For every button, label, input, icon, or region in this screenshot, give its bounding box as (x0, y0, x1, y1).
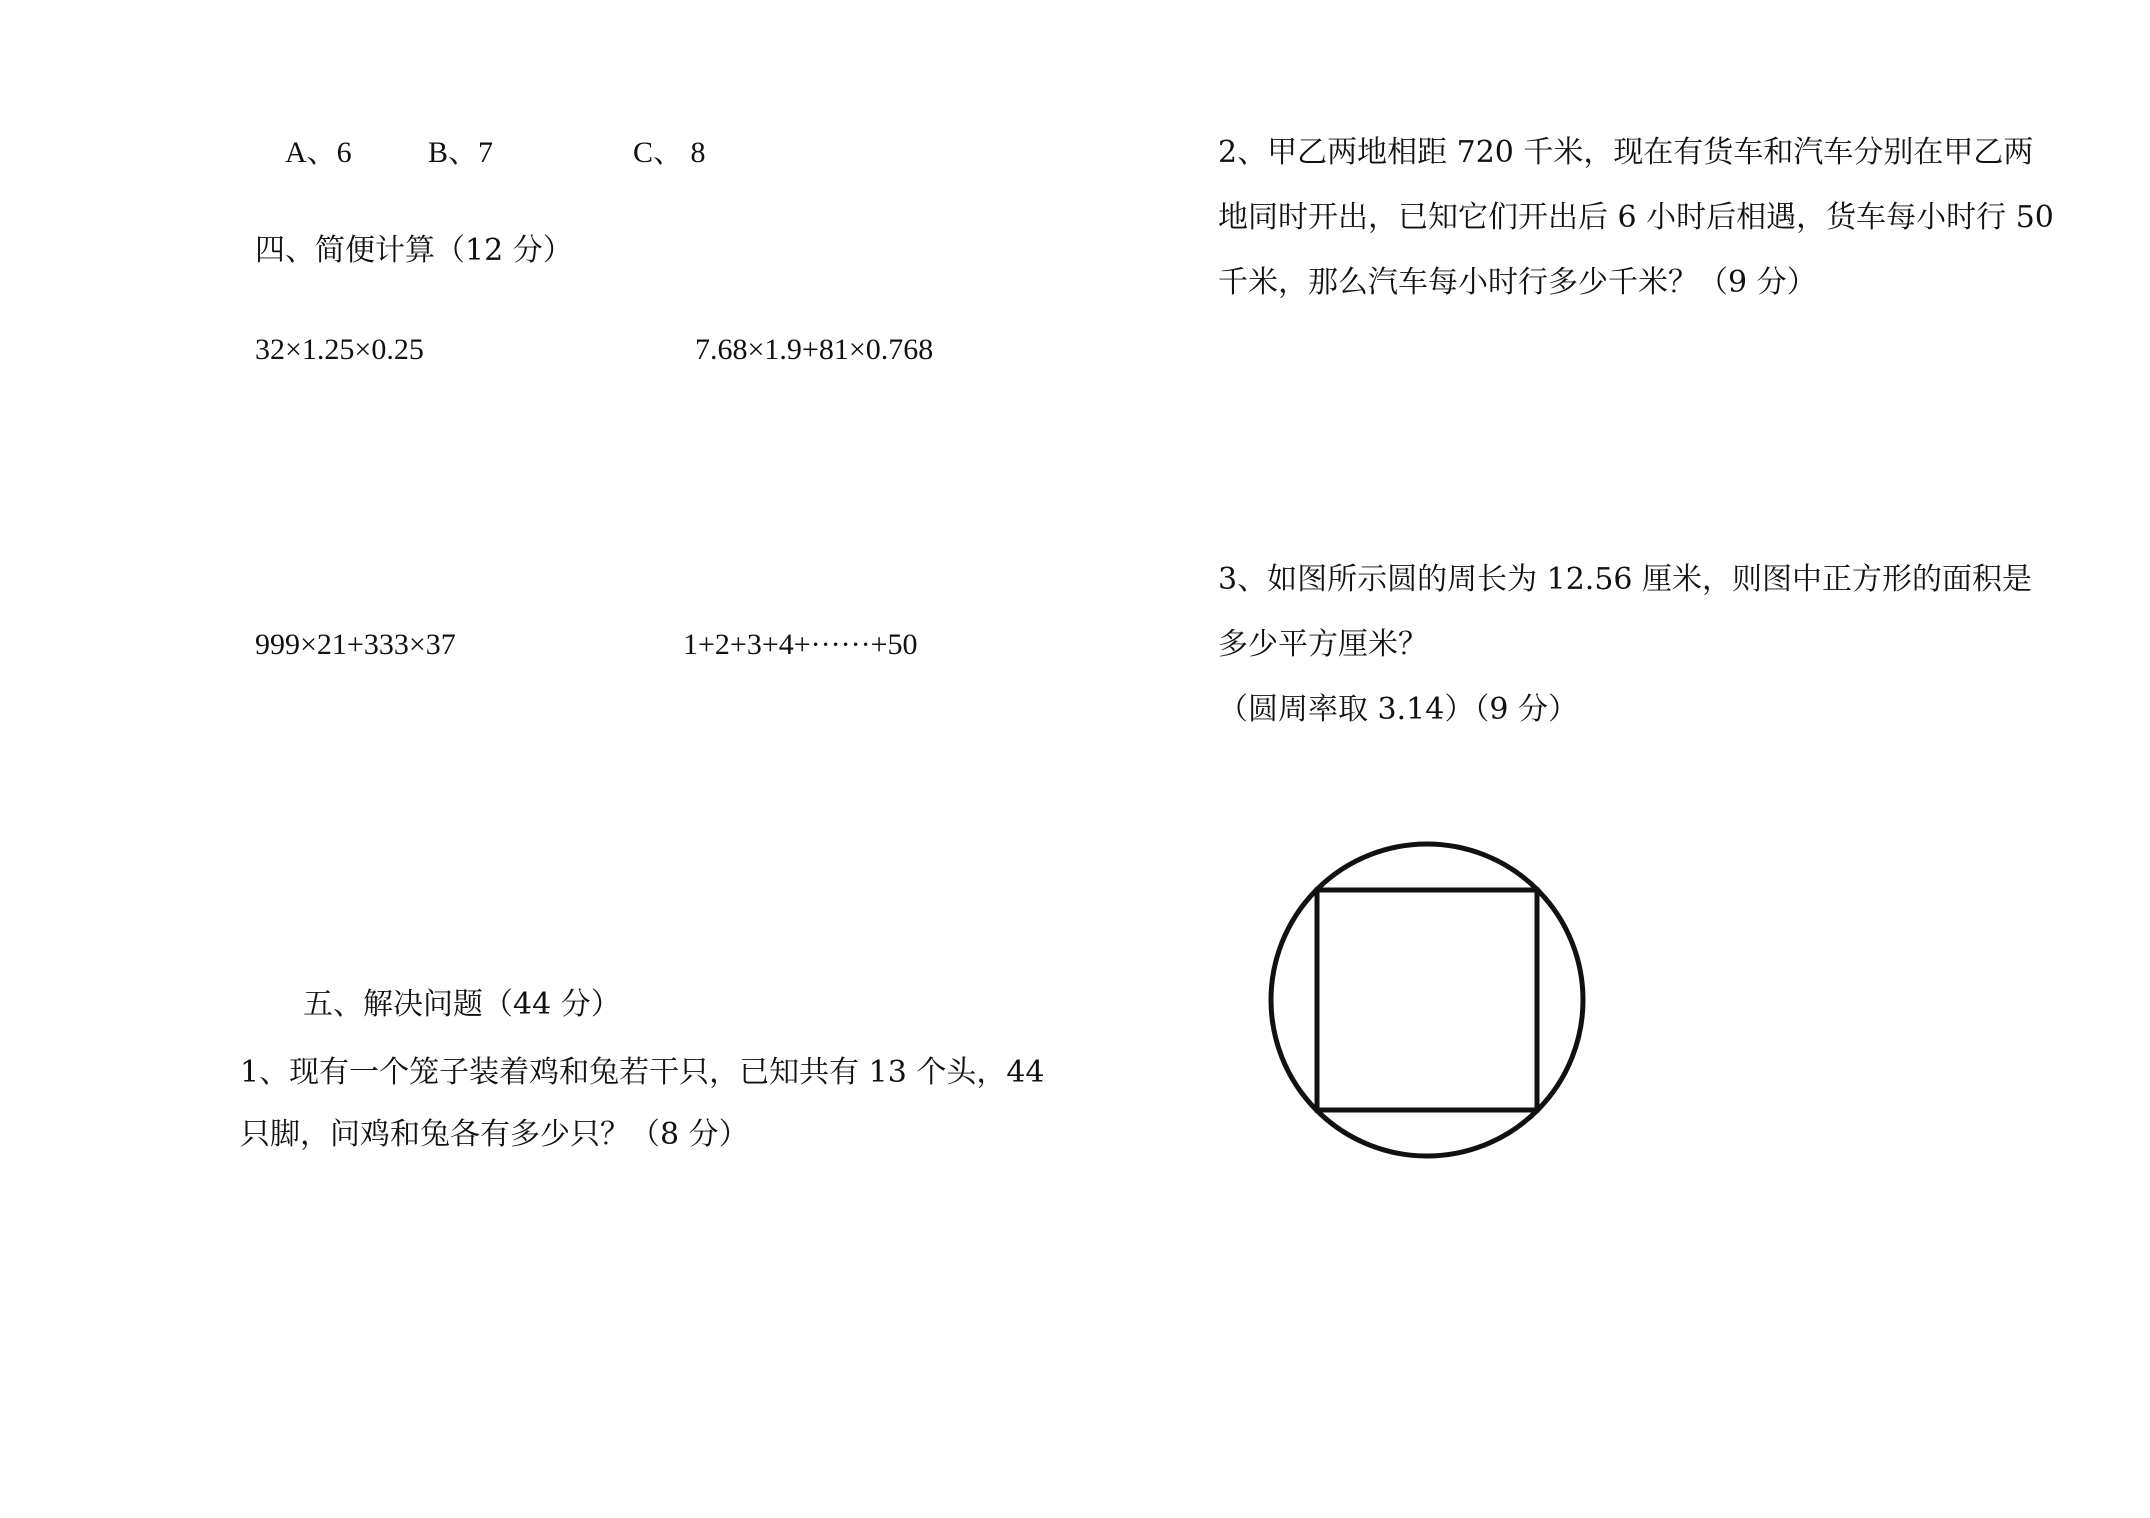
option-a: A、6 (285, 136, 352, 169)
calc-expression-2: 7.68×1.9+81×0.768 (695, 333, 934, 366)
question1-line1: 1、现有一个笼子装着鸡和兔若干只，已知共有 13 个头，44 (240, 1055, 1045, 1090)
section5-title: 五、解决问题（44 分） (303, 987, 621, 1022)
question2-line2: 地同时开出，已知它们开出后 6 小时后相遇，货车每小时行 50 (1218, 200, 2054, 235)
option-b: B、7 (428, 136, 494, 169)
question2-line1: 2、甲乙两地相距 720 千米，现在有货车和汽车分别在甲乙两 (1218, 135, 2034, 170)
question2-line3: 千米，那么汽车每小时行多少千米？（9 分） (1218, 265, 1817, 300)
question3-line3: （圆周率取 3.14）（9 分） (1218, 692, 1578, 727)
question3-line2: 多少平方厘米？ (1218, 627, 1428, 662)
inscribed-square (1317, 890, 1537, 1110)
section4-title: 四、简便计算（12 分） (255, 233, 573, 268)
option-c: C、 8 (633, 136, 706, 169)
calc-expression-3: 999×21+333×37 (255, 628, 456, 661)
calc-expression-4: 1+2+3+4+······+50 (683, 628, 918, 661)
calc-expression-1: 32×1.25×0.25 (255, 333, 424, 366)
circle-square-diagram (1265, 838, 1589, 1162)
question1-line2: 只脚，问鸡和兔各有多少只？（8 分） (240, 1117, 749, 1152)
question3-line1: 3、如图所示圆的周长为 12.56 厘米，则图中正方形的面积是 (1218, 562, 2033, 597)
